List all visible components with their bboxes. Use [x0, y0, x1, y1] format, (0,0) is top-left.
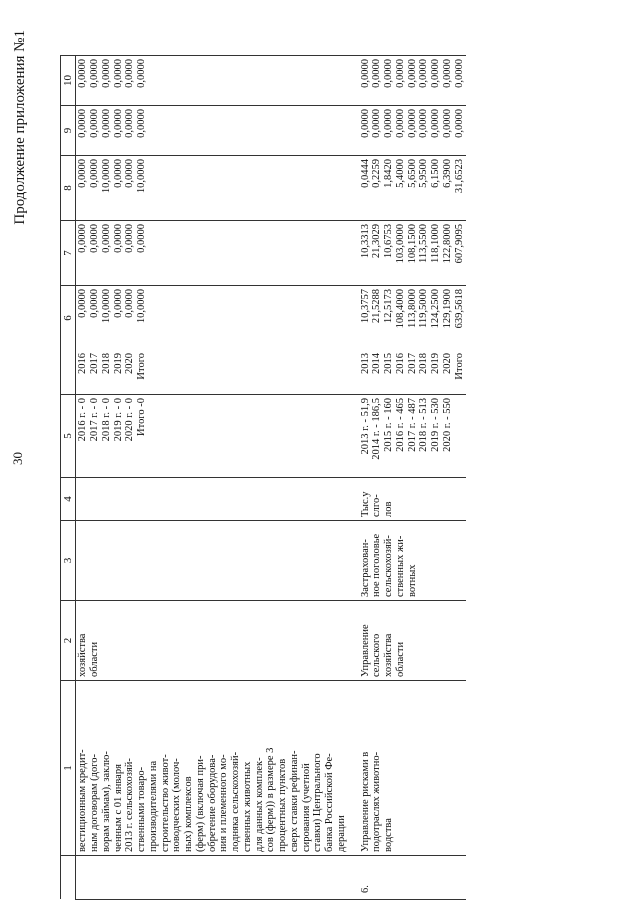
cell-line: 2020 г. - 0 [124, 398, 136, 442]
cell-line: 119,5000 [418, 289, 430, 328]
cell-line: 0,0000 [112, 159, 124, 188]
cell-line: 0,0000 [124, 289, 136, 318]
cell-line: слго- [371, 494, 383, 517]
cell-line: 10,0000 [136, 159, 148, 194]
cell-line: Итого [453, 353, 465, 380]
cell-line: 2016 [77, 353, 89, 374]
cell-line: 0,0000 [112, 59, 124, 88]
cell-line: сов (ферм)) в размере 3 [265, 747, 277, 852]
cell-line: 0,0000 [383, 109, 395, 138]
row2-col1-cell [359, 681, 467, 856]
cell-line: 2019 г. - 530 [430, 398, 442, 452]
cell-line: 0,0000 [124, 59, 136, 88]
header-row [61, 56, 76, 900]
row2-index-cell: 6. [359, 856, 467, 900]
row1-col9-cell [76, 106, 349, 156]
cell-line: ных) комплексов [183, 776, 195, 852]
cell-line: Управление рисками в [359, 751, 371, 852]
row1-col8-cell [76, 156, 349, 221]
cell-line: 0,0000 [430, 109, 442, 138]
cell-line: дерации [335, 815, 347, 852]
continuation-title: Продолжение приложения №1 [12, 30, 28, 225]
cell-line: обретение оборудова- [206, 754, 218, 852]
cell-line: 0,0444 [359, 159, 371, 188]
cell-line: 10,0000 [100, 289, 112, 324]
cell-line: 0,0000 [89, 159, 101, 188]
row1-col10-cell [76, 56, 349, 106]
cell-line: 10,3757 [359, 289, 371, 324]
row2-col6-cell [359, 286, 467, 351]
cell-line: хозяйства [383, 633, 395, 677]
cell-line: 0,0000 [136, 109, 148, 138]
row2-col6-year-cell [359, 350, 467, 395]
cell-line: 122,8000 [441, 224, 453, 264]
header-col-3: 3 [61, 521, 76, 601]
cell-line: лодняка сельскохозяй- [230, 751, 242, 852]
cell-line: 0,0000 [89, 224, 101, 253]
row1-col3-cell [76, 521, 349, 601]
cell-line: 0,0000 [77, 109, 89, 138]
cell-line: 0,0000 [112, 224, 124, 253]
cell-line: процентных пунктов [277, 758, 289, 852]
cell-line: 2014 [371, 353, 383, 374]
cell-line: 129,1900 [441, 289, 453, 329]
program-table [60, 55, 466, 900]
cell-line: 0,0000 [406, 59, 418, 88]
cell-line: 2019 [112, 353, 124, 374]
cell-line: 0,0000 [406, 109, 418, 138]
cell-line: 2013 г. - 51,9 [359, 398, 371, 455]
cell-line: 639,5618 [453, 289, 465, 329]
row1-col1-cell [76, 681, 349, 856]
row2-col4-cell [359, 478, 467, 521]
cell-line: подотраслях животно- [371, 751, 383, 852]
table-row [76, 56, 349, 900]
spacer-row [349, 56, 359, 900]
cell-line: Итого [136, 353, 148, 380]
table-row [359, 56, 467, 900]
cell-line: 113,5500 [418, 224, 430, 263]
cell-line: 2015 г. - 160 [383, 398, 395, 452]
cell-line: 0,0000 [430, 59, 442, 88]
cell-line: 0,0000 [89, 109, 101, 138]
cell-line: 2020 [441, 353, 453, 374]
row2-col2-cell [359, 601, 467, 681]
cell-line: 12,5173 [383, 289, 395, 324]
cell-line: 0,0000 [89, 59, 101, 88]
cell-line: 0,0000 [418, 109, 430, 138]
cell-line: 108,1500 [406, 224, 418, 264]
cell-line: 10,0000 [136, 289, 148, 324]
cell-line: 103,0000 [394, 224, 406, 264]
cell-line: ворам займам), заклю- [100, 751, 112, 852]
cell-line: 0,0000 [77, 59, 89, 88]
cell-line: 2018 г. - 513 [418, 398, 430, 452]
cell-line: 10,3313 [359, 224, 371, 259]
cell-line: ственными товаро- [136, 766, 148, 852]
cell-line: ным договорам (дого- [89, 753, 101, 852]
cell-line: 118,1000 [430, 224, 442, 263]
cell-line: 0,0000 [453, 109, 465, 138]
header-col-6: 6 [61, 286, 76, 351]
cell-line: Тыс.у [359, 491, 371, 517]
cell-line: 2018 [100, 353, 112, 374]
cell-line: ния и племенного мо- [218, 754, 230, 852]
header-col-1: 1 [61, 681, 76, 856]
cell-line: 0,0000 [77, 224, 89, 253]
cell-line: ставки) Центрального [312, 753, 324, 852]
cell-line: 2015 [383, 353, 395, 374]
cell-line: ственных животных [241, 761, 253, 852]
cell-line: 2017 [89, 353, 101, 374]
cell-line: 6,3900 [441, 159, 453, 188]
cell-line: 5,4000 [394, 159, 406, 188]
cell-line: 2016 г. - 0 [77, 398, 89, 442]
row2-col5-cell [359, 395, 467, 478]
cell-line: водства [383, 818, 395, 852]
cell-line: 0,0000 [371, 59, 383, 88]
cell-line: 0,0000 [124, 159, 136, 188]
row2-col8-cell [359, 156, 467, 221]
cell-line: 10,6753 [383, 224, 395, 259]
cell-line: производителями на [147, 760, 159, 852]
cell-line: области [89, 641, 101, 677]
cell-line: ченным с 01 января [112, 764, 124, 852]
cell-line: 0,0000 [441, 59, 453, 88]
cell-line: 2017 г. - 0 [89, 398, 101, 442]
cell-line: сверх ставки рефинан- [288, 750, 300, 852]
cell-line: Итого -0 [136, 398, 148, 436]
cell-line: 1,8420 [383, 159, 395, 188]
cell-line: 0,0000 [136, 224, 148, 253]
cell-line: 2013 [359, 353, 371, 374]
cell-line: 5,9500 [418, 159, 430, 188]
row1-col6-cell [76, 286, 349, 351]
cell-line: сельскохозяй- [383, 535, 395, 597]
cell-line: строительство живот- [159, 754, 171, 852]
cell-line: вотных [406, 564, 418, 597]
cell-line: 0,0000 [383, 59, 395, 88]
cell-line: 0,0000 [100, 109, 112, 138]
cell-line: 2019 [430, 353, 442, 374]
cell-line: новодческих (молоч- [171, 758, 183, 852]
cell-line: 124,2500 [430, 289, 442, 329]
cell-line: 2016 г. - 465 [394, 398, 406, 452]
cell-line: 2016 [394, 353, 406, 374]
header-col-9: 9 [61, 106, 76, 156]
cell-line: 0,0000 [136, 59, 148, 88]
cell-line: 0,0000 [77, 289, 89, 318]
row1-col5-cell [76, 395, 349, 478]
cell-line: 21,3029 [371, 224, 383, 259]
header-col-10: 10 [61, 56, 76, 106]
cell-line: ственных жи- [394, 535, 406, 597]
cell-line: 0,0000 [77, 159, 89, 188]
cell-line: сирования (учетной [300, 763, 312, 852]
cell-line: лов [383, 501, 395, 517]
cell-line: 0,0000 [112, 109, 124, 138]
cell-line: 2017 [406, 353, 418, 374]
cell-line: Управление [359, 624, 371, 677]
cell-line: 0,0000 [394, 109, 406, 138]
cell-line: 0,0000 [453, 59, 465, 88]
row1-col4-cell [76, 478, 349, 521]
header-col-8: 8 [61, 156, 76, 221]
cell-line: 6,1500 [430, 159, 442, 188]
row1-col6-year-cell [76, 350, 349, 395]
cell-line: 0,0000 [418, 59, 430, 88]
cell-line: 21,5288 [371, 289, 383, 324]
cell-line: 0,0000 [371, 109, 383, 138]
cell-line: 0,0000 [124, 109, 136, 138]
cell-line: 2019 г. - 0 [112, 398, 124, 442]
cell-line: банка Российской Фе- [324, 753, 336, 852]
cell-line: 5,6500 [406, 159, 418, 188]
cell-line: 2017 г. - 487 [406, 398, 418, 452]
cell-line: 113,8000 [406, 289, 418, 328]
cell-line: 0,0000 [441, 109, 453, 138]
header-index-cell [61, 856, 76, 900]
row2-col7-cell [359, 221, 467, 286]
cell-line: области [394, 641, 406, 677]
cell-line: сельского [371, 633, 383, 677]
row-index-cell [76, 856, 349, 900]
page-number: 30 [10, 452, 25, 465]
cell-line: 0,0000 [89, 289, 101, 318]
cell-line: (ферм) (включая при- [194, 755, 206, 852]
cell-line: 2018 [418, 353, 430, 374]
row1-col2-cell [76, 601, 349, 681]
cell-line: 2018 г. - 0 [100, 398, 112, 442]
cell-line: 0,0000 [100, 59, 112, 88]
cell-line: 2013 г. сельскохозяй- [124, 758, 136, 852]
cell-line: ное поголовье [371, 533, 383, 597]
row2-col9-cell [359, 106, 467, 156]
row2-col10-cell [359, 56, 467, 106]
cell-line: 10,0000 [100, 159, 112, 194]
cell-line: 0,0000 [394, 59, 406, 88]
cell-line: хозяйства [77, 633, 89, 677]
cell-line: для данных комплек- [253, 757, 265, 852]
cell-line: 2014 г. - 186,5 [371, 398, 383, 460]
cell-line: 0,0000 [124, 224, 136, 253]
cell-line: 31,6523 [453, 159, 465, 194]
cell-line: 0,0000 [359, 59, 371, 88]
header-col-5: 5 [61, 395, 76, 478]
cell-line: 2020 г. - 550 [441, 398, 453, 452]
cell-line: Застрахован- [359, 539, 371, 597]
cell-line: 607,9095 [453, 224, 465, 264]
cell-line: 2020 [124, 353, 136, 374]
cell-line: 0,0000 [100, 224, 112, 253]
header-col-7: 7 [61, 221, 76, 286]
cell-line: вестиционным кредит- [77, 749, 89, 852]
header-col-4: 4 [61, 478, 76, 521]
cell-line: 0,2259 [371, 159, 383, 188]
cell-line: 108,4000 [394, 289, 406, 329]
row2-col3-cell [359, 521, 467, 601]
cell-line: 0,0000 [112, 289, 124, 318]
cell-line: 0,0000 [359, 109, 371, 138]
header-col-6-year [61, 350, 76, 395]
row1-col7-cell [76, 221, 349, 286]
header-col-2: 2 [61, 601, 76, 681]
